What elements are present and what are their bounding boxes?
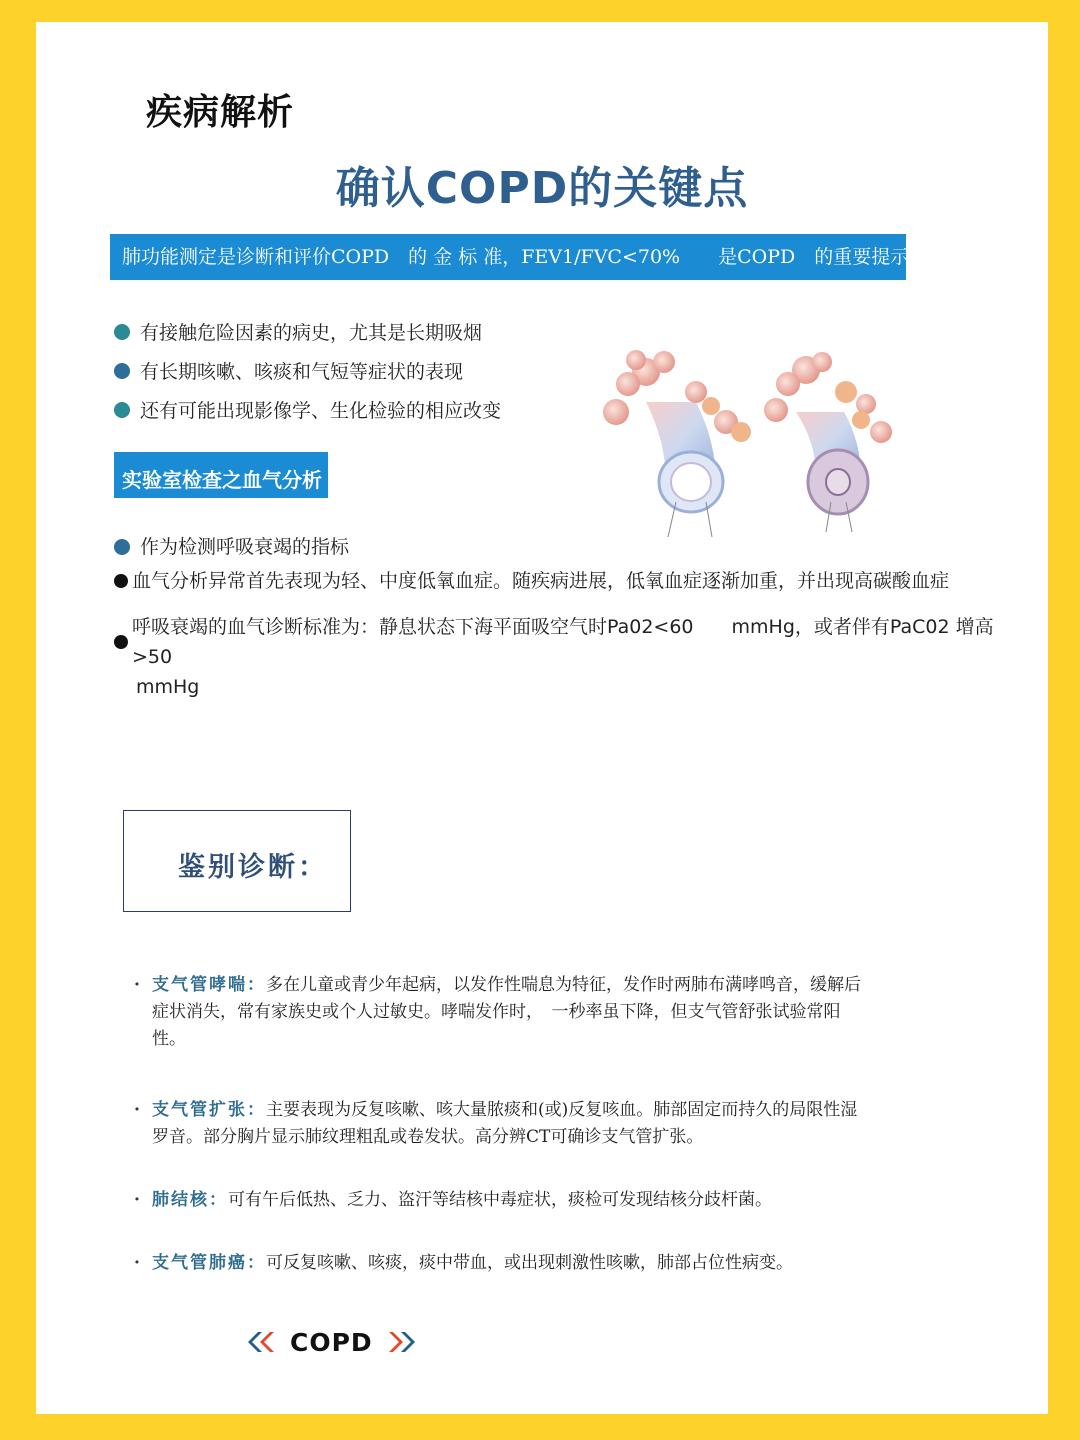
differential-heading: 鉴别诊断： <box>178 852 328 883</box>
key-point-text: 有接触危险因素的病史，尤其是长期吸烟 <box>140 322 483 344</box>
differential-item <box>134 1250 874 1277</box>
document-page <box>36 22 1048 1414</box>
differential-item <box>134 1097 874 1151</box>
copd-airway-drawing <box>764 352 892 532</box>
key-points-list <box>114 312 501 429</box>
key-point-text: 还有可能出现影像学、生化检验的相应改变 <box>140 400 502 422</box>
differential-text: 多在儿童或青少年起病，以发作性喘息为特征，发作时两肺布满哮鸣音，缓解后症状消失，常有家族史或个人过敏史。哮喘发作时， 一秒率虽下降，但支气管舒张试验常阳性。 <box>152 975 861 1049</box>
copd-footer-logo <box>244 1322 419 1362</box>
bullet-dot-icon <box>114 635 128 649</box>
differential-text: 可有午后低热、乏力、盗汗等结核中毒症状，痰检可发现结核分歧杆菌。 <box>228 1190 772 1210</box>
chevron-right-icon <box>385 1330 419 1354</box>
key-point-text: 有长期咳嗽、咳痰和气短等症状的表现 <box>140 361 464 383</box>
key-point-item <box>114 351 501 390</box>
footer-logo-text: COPD <box>290 1327 373 1357</box>
page-title: 确认COPD的关键点 <box>335 163 749 214</box>
key-point-item <box>114 312 501 351</box>
differential-text: 主要表现为反复咳嗽、咳大量脓痰和(或)反复咳血。肺部固定而持久的局限性湿罗音。部分胸片显示肺纹理粗乱或卷发状。高分辨CT可确诊支气管扩张。 <box>152 1100 858 1147</box>
differential-term: 支气管哮喘： <box>152 975 266 995</box>
blood-gas-heading: 实验室检查之血气分析 <box>114 452 328 498</box>
blood-gas-text: 呼吸衰竭的血气诊断标准为：静息状态下海平面吸空气时Pa02<60 mmHg，或者伴有PaC02 增高>50 <box>132 616 994 668</box>
blood-gas-line <box>114 532 994 562</box>
blood-gas-text: 作为检测呼吸衰竭的指标 <box>140 536 350 558</box>
airway-illustration <box>576 332 896 542</box>
differential-heading-box <box>123 810 351 912</box>
differential-item <box>134 972 874 1053</box>
normal-airway-drawing <box>603 350 751 537</box>
blood-gas-list <box>114 532 994 702</box>
bullet-dot-icon <box>114 402 130 418</box>
key-point-item <box>114 390 501 429</box>
differential-term: 支气管扩张： <box>152 1100 266 1120</box>
differential-list <box>134 972 874 1277</box>
bullet-dot-icon <box>114 363 130 379</box>
differential-term: 支气管肺癌： <box>152 1253 266 1273</box>
differential-text: 可反复咳嗽、咳痰，痰中带血，或出现刺激性咳嗽，肺部占位性病变。 <box>266 1253 793 1273</box>
section-label: 疾病解析 <box>146 92 295 133</box>
differential-item <box>134 1187 874 1214</box>
bullet-dot-icon <box>114 574 128 588</box>
blood-gas-text: 血气分析异常首先表现为轻、中度低氧血症。随疾病进展，低氧血症逐渐加重，并出现高碳酸血症 <box>132 570 950 592</box>
blood-gas-line <box>114 566 994 596</box>
differential-term: 肺结核： <box>152 1190 228 1210</box>
blood-gas-line <box>114 612 994 672</box>
blood-gas-text-continued: mmHg <box>136 676 200 698</box>
bullet-dot-icon <box>114 324 130 340</box>
bullet-dot-icon <box>114 539 130 555</box>
spirometry-banner: 肺功能测定是诊断和评价COPD 的 金 标 准，FEV1/FVC<70% 是COPD 的重要提示 <box>110 234 906 280</box>
chevron-left-icon <box>244 1330 278 1354</box>
